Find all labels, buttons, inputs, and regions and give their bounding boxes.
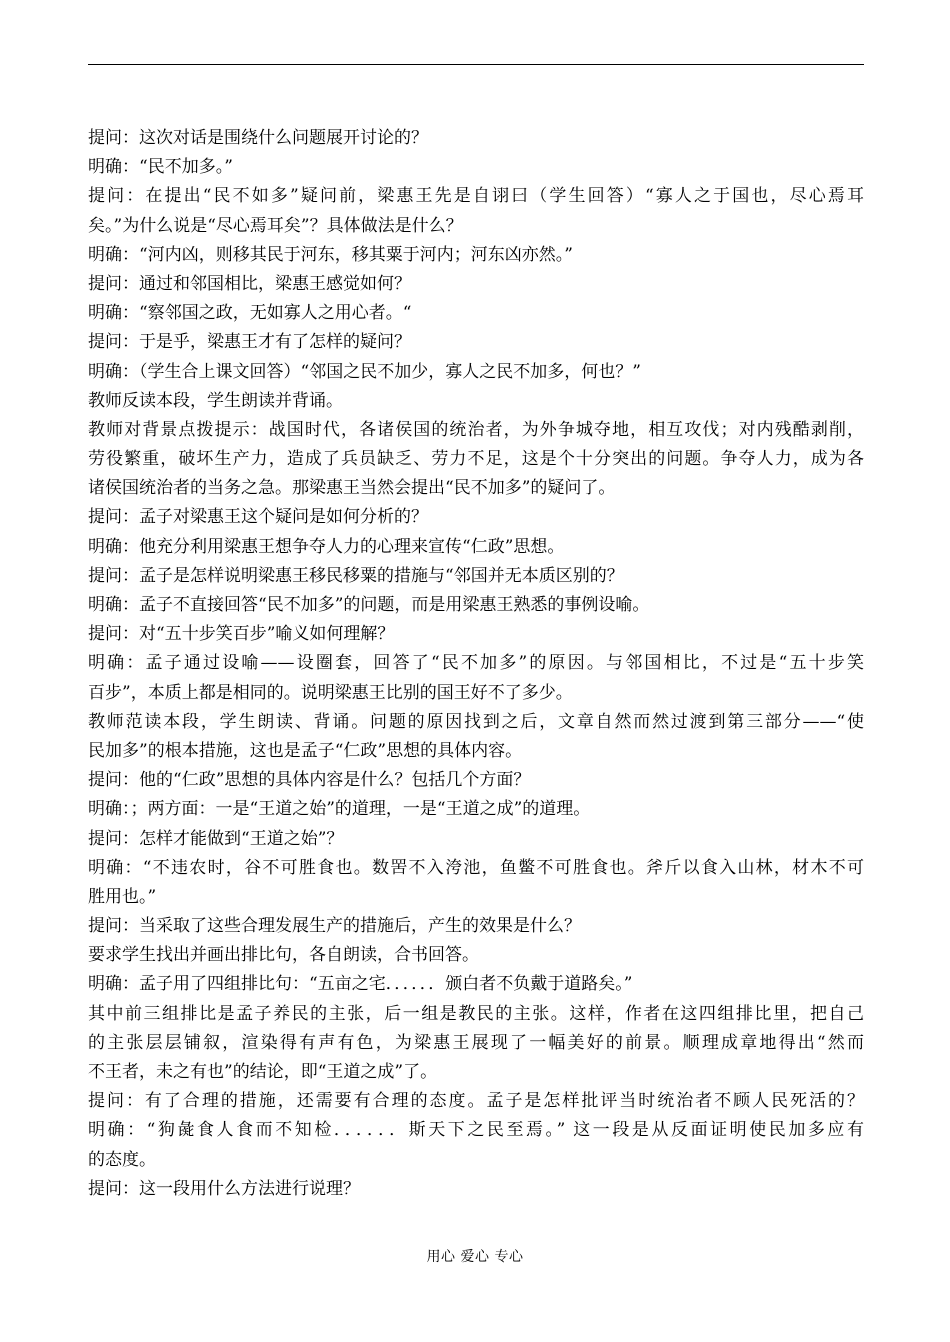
text-line: 提问：怎样才能做到“王道之始”？ xyxy=(88,828,344,849)
text-line: 矣。”为什么说是“尽心焉耳矣”？具体做法是什么？ xyxy=(88,215,463,236)
text-line: 其中前三组排比是孟子养民的主张，后一组是教民的主张。这样，作者在这四组排比里，把自己 xyxy=(88,1003,864,1024)
text-line: 百步”，本质上都是相同的。说明梁惠王比别的国王好不了多少。 xyxy=(88,682,573,703)
text-line: 明确：（学生合上课文回答）“邻国之民不加少，寡人之民不加多，何也？” xyxy=(88,361,641,382)
text-line: 提问：通过和邻国相比，梁惠王感觉如何？ xyxy=(88,273,411,294)
text-line: 提问：孟子对梁惠王这个疑问是如何分析的？ xyxy=(88,507,428,528)
text-line: 提问：有了合理的措施，还需要有合理的态度。孟子是怎样批评当时统治者不顾人民死活的？ xyxy=(88,1091,864,1112)
text-line: 明确：“河内凶，则移其民于河东，移其粟于河内；河东凶亦然。” xyxy=(88,244,573,265)
text-line: 明确：孟子用了四组排比句：“五亩之宅．．．．．．颁白者不负戴于道路矣。” xyxy=(88,974,633,995)
text-line: 教师范读本段，学生朗读、背诵。问题的原因找到之后，文章自然而然过渡到第三部分——“使 xyxy=(88,711,864,732)
text-line: 提问：他的“仁政”思想的具体内容是什么？包括几个方面？ xyxy=(88,770,531,791)
text-line: 的主张层层铺叙，渲染得有声有色，为梁惠王展现了一幅美好的前景。顺理成章地得出“然而 xyxy=(88,1032,864,1053)
text-line: 诸侯国统治者的当务之急。那梁惠王当然会提出“民不加多”的疑问了。 xyxy=(88,478,616,499)
text-line: 明确：“不违农时，谷不可胜食也。数罟不入洿池，鱼鳖不可胜食也。斧斤以食入山林，材木不可 xyxy=(88,857,864,878)
text-line: 明确：孟子不直接回答“民不加多”的问题，而是用梁惠王熟悉的事例设喻。 xyxy=(88,595,650,615)
text-line: 教师反读本段，学生朗读并背诵。 xyxy=(88,390,343,411)
text-line: 民加多”的根本措施，这也是孟子“仁政”思想的具体内容。 xyxy=(88,740,523,761)
text-line: 提问：这一段用什么方法进行说理？ xyxy=(88,1178,360,1199)
header-rule xyxy=(88,64,864,65)
text-line: 明确：“民不加多。” xyxy=(88,157,233,178)
text-line: 提问：这次对话是围绕什么问题展开讨论的？ xyxy=(88,128,428,148)
text-line: 明确：他充分利用梁惠王想争夺人力的心理来宣传“仁政”思想。 xyxy=(88,536,565,557)
text-line: 提问：在提出“民不如多”疑问前，梁惠王先是自诩曰（学生回答）“寡人之于国也，尽心焉耳 xyxy=(88,186,864,207)
text-line: 不王者，未之有也”的结论，即“王道之成”了。 xyxy=(88,1062,438,1082)
text-line: 明确：“察邻国之政，无如寡人之用心者。“ xyxy=(88,303,412,324)
text-line: 提问：对“五十步笑百步”喻义如何理解？ xyxy=(88,624,395,645)
text-line: 明确：孟子通过设喻——设圈套，回答了“民不加多”的原因。与邻国相比，不过是“五十步笑 xyxy=(88,653,864,674)
text-line: 的态度。 xyxy=(88,1149,156,1170)
text-line: 明确：；两方面：一是“王道之始”的道理，一是“王道之成”的道理。 xyxy=(88,799,591,820)
page-footer: 用心 爱心 专心 xyxy=(426,1249,524,1265)
text-line: 教师对背景点拨提示：战国时代，各诸侯国的统治者，为外争城夺地，相互攻伐；对内残酷剥削， xyxy=(88,419,864,440)
text-line: 提问：于是乎，梁惠王才有了怎样的疑问？ xyxy=(88,332,411,353)
text-line: 劳役繁重，破坏生产力，造成了兵员缺乏、劳力不足，这是个十分突出的问题。争夺人力，成为各 xyxy=(88,449,864,470)
document-body xyxy=(88,124,864,1204)
text-line: 胜用也。” xyxy=(88,886,157,907)
text-line: 要求学生找出并画出排比句，各自朗读，合书回答。 xyxy=(88,945,479,966)
text-line: 提问：当采取了这些合理发展生产的措施后，产生的效果是什么？ xyxy=(88,916,581,937)
text-line: 提问：孟子是怎样说明梁惠王移民移粟的措施与“邻国并无本质区别的？ xyxy=(88,565,624,586)
text-line: 明确：“狗彘食人食而不知检．．．．．．斯天下之民至焉。” 这一段是从反面证明使民加多应有 xyxy=(88,1120,864,1141)
